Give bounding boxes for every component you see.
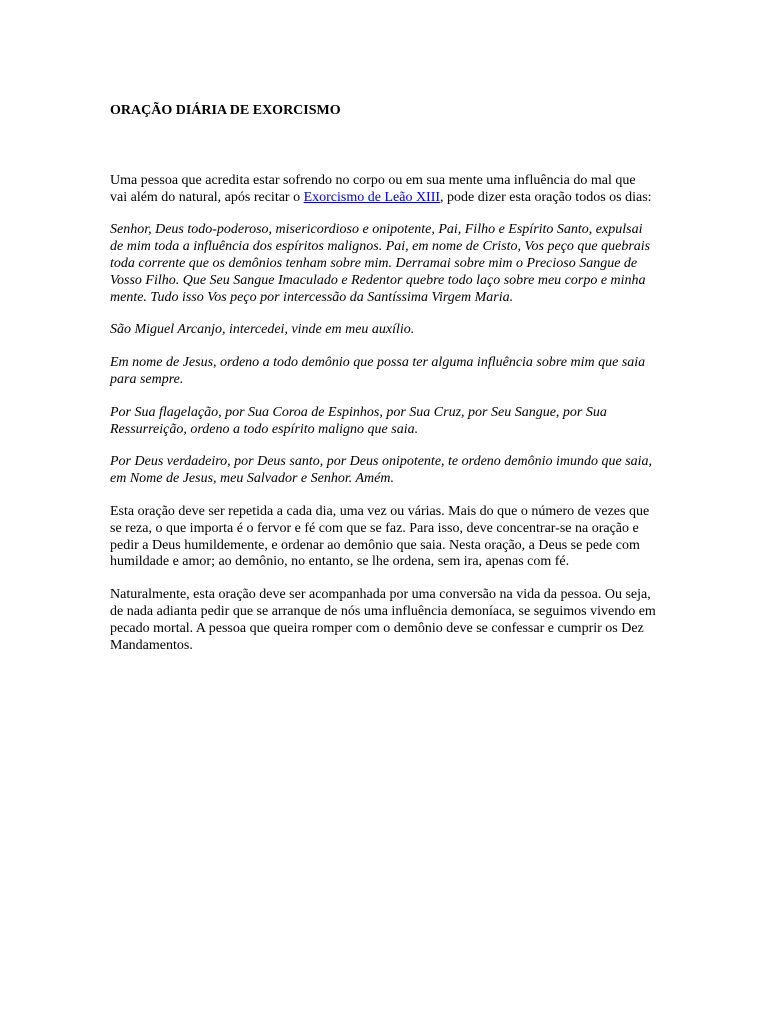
document-page (110, 103, 656, 670)
body-paragraph-2: Naturalmente, esta oração deve ser acompanhada por uma conversão na vida da pessoa. Ou seja, de nada adianta pedir que se arranque de nós uma influência demoníaca, se seguimos vivendo em pecado mortal. A pessoa que queira romper com o demônio deve se confessar e cumprir os Dez Mandamentos. (110, 587, 656, 653)
prayer-paragraph-4: Por Sua flagelação, por Sua Coroa de Espinhos, por Sua Cruz, por Seu Sangue, por Sua Ressurreição, ordeno a todo espírito maligno que saia. (110, 404, 607, 437)
body-paragraph-1: Esta oração deve ser repetida a cada dia, uma vez ou várias. Mais do que o número de vezes que se reza, o que importa é o fervor e fé com que se faz. Para isso, deve concentrar-se na oração e pedir a Deus humildemente, e ordenar ao demônio que saia. Nesta oração, a Deus se pede com humildade e amor; ao demônio, no entanto, se lhe ordena, sem ira, apenas com fé. (110, 503, 650, 570)
prayer-paragraph-2: São Miguel Arcanjo, intercedei, vinde em meu auxílio. (110, 322, 415, 338)
exorcism-leo-xiii-link[interactable]: Exorcismo de Leão XIII (303, 189, 441, 205)
intro-paragraph (110, 173, 656, 207)
prayer-paragraph-1: Senhor, Deus todo-poderoso, misericordioso e onipotente, Pai, Filho e Espírito Santo, expulsai de mim toda a influência dos espíritos malignos. Pai, em nome de Cristo, Vos peço que quebrais toda corrente que os demônios tenham sobre mim. Derramai sobre mim o Precioso Sangue de Vosso Filho. Que Seu Sangue Imaculado e Redentor quebre todo laço sobre meu corpo e minha mente. Tudo isso Vos peço por intercessão da Santíssima Virgem Maria. (110, 222, 651, 305)
intro-text-after: , pode dizer esta oração todos os dias: (440, 189, 652, 205)
prayer-paragraph-5: Por Deus verdadeiro, por Deus santo, por Deus onipotente, te ordeno demônio imundo que saia, em Nome de Jesus, meu Salvador e Senhor. Amém. (110, 454, 653, 487)
intro-text-before: Uma pessoa que acredita estar sofrendo no corpo ou em sua mente uma influência do mal que vai além do natural, após recitar o (110, 172, 636, 205)
document-title: ORAÇÃO DIÁRIA DE EXORCISMO (110, 103, 341, 118)
prayer-paragraph-3: Em nome de Jesus, ordeno a todo demônio que possa ter alguma influência sobre mim que saia para sempre. (110, 355, 646, 387)
